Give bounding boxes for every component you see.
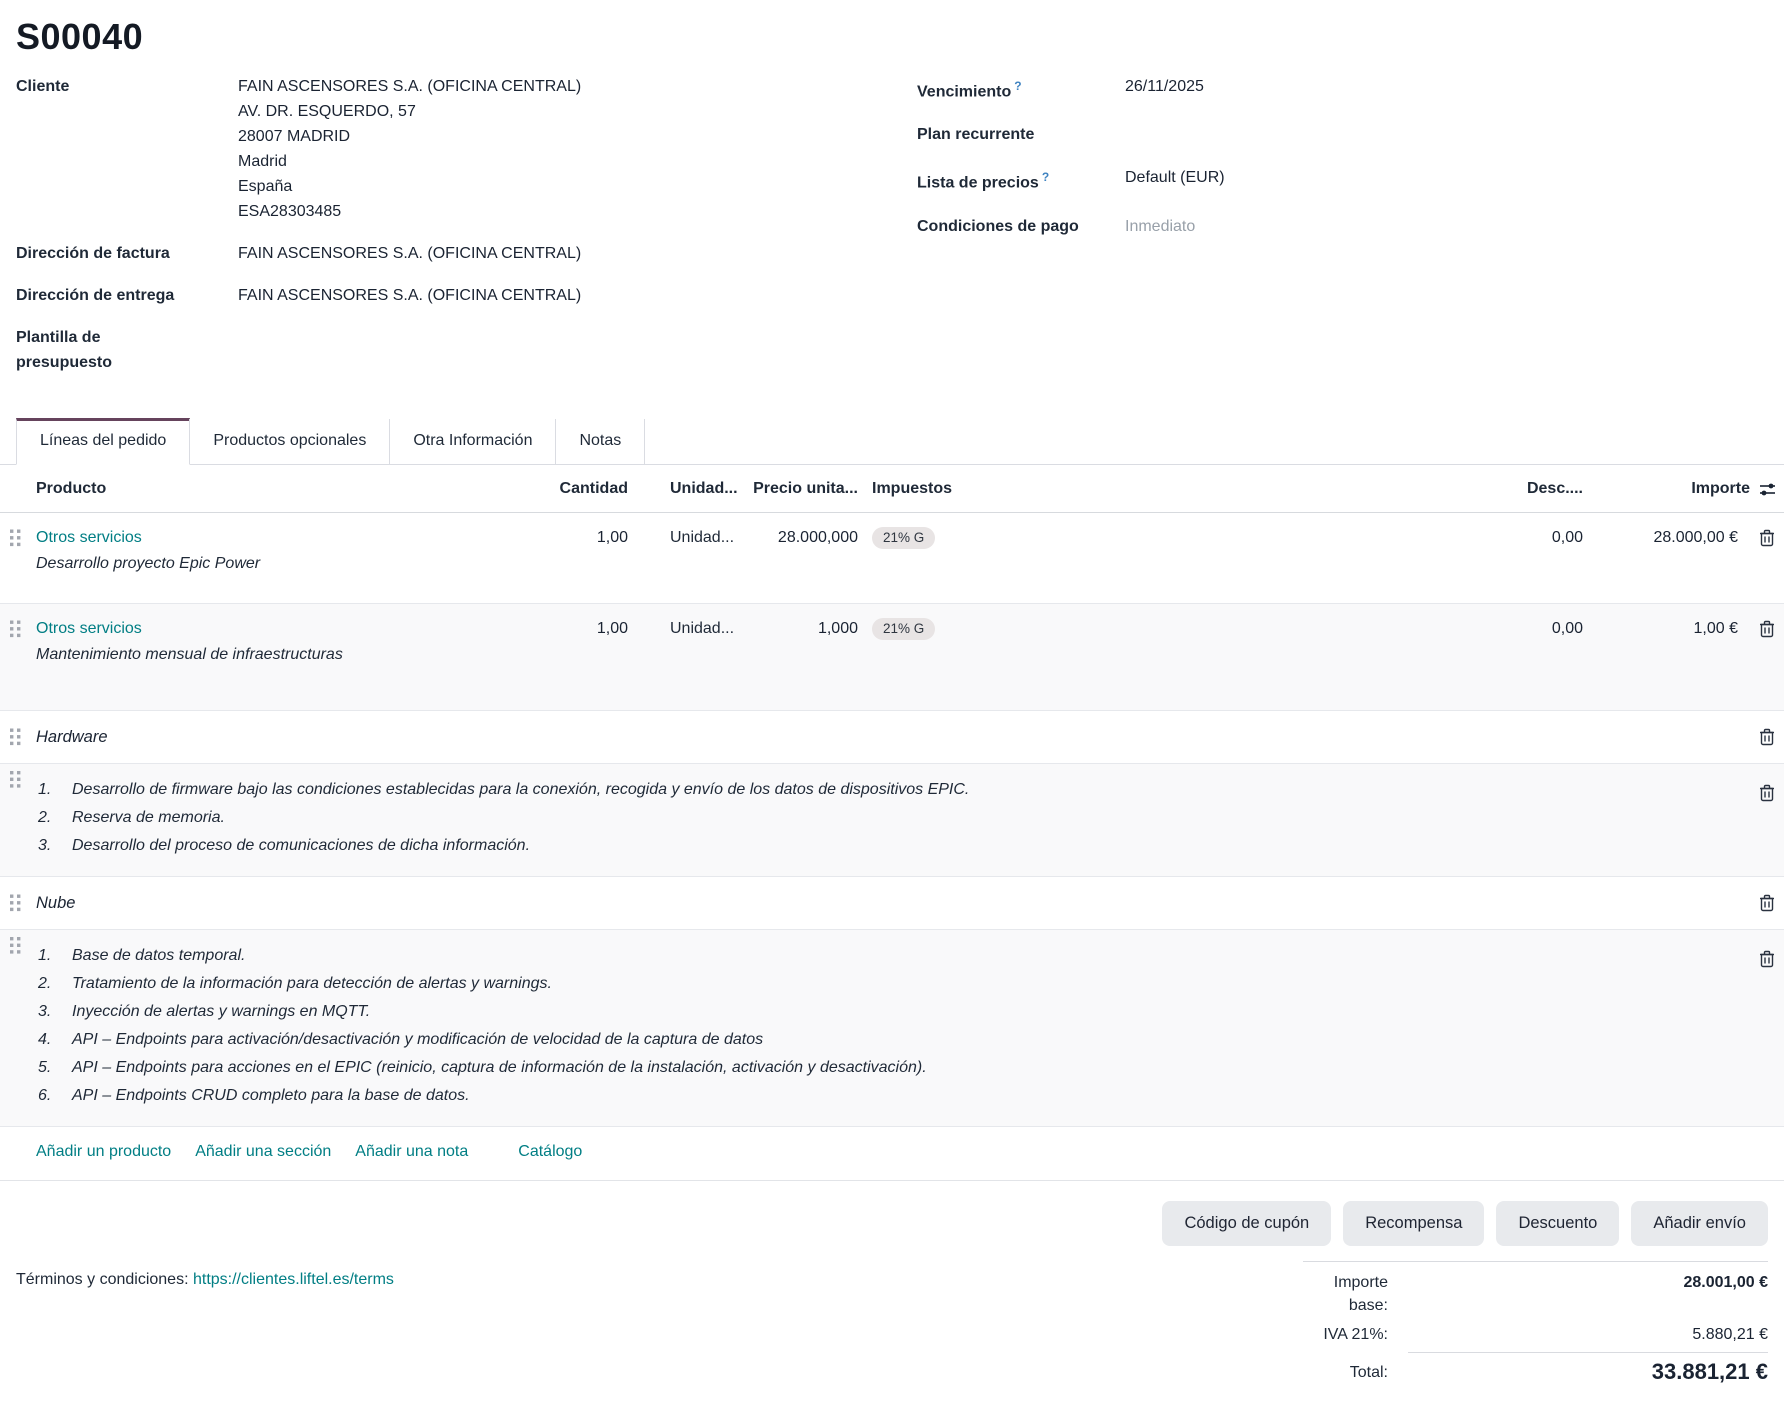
discount-cell[interactable]: 0,00 (1551, 620, 1583, 637)
field-value[interactable] (238, 241, 901, 266)
field-label: Plantilla de presupuesto (16, 329, 113, 371)
product-cell (0, 620, 540, 638)
trash-icon[interactable] (1757, 782, 1777, 804)
help-icon[interactable]: ? (1014, 79, 1022, 93)
note-list[interactable] (0, 942, 1750, 1110)
field-value[interactable] (238, 74, 901, 224)
field-value[interactable] (1125, 74, 1768, 104)
tax-badge[interactable]: 21% G (872, 527, 935, 549)
note-item-text: Reserva de memoria. (72, 809, 225, 826)
field-label: Lista de precios ? (917, 170, 1050, 192)
note-item (38, 776, 1750, 804)
field-row-left (16, 241, 901, 266)
trash-icon[interactable] (1757, 948, 1777, 970)
help-icon[interactable]: ? (1041, 170, 1050, 185)
button-descuento[interactable]: Descuento (1496, 1201, 1619, 1246)
tab-notas[interactable]: Notas (555, 419, 645, 464)
column-header-quantity[interactable]: Cantidad (559, 480, 628, 497)
field-label: Condiciones de pago (917, 217, 1079, 235)
field-value[interactable] (238, 283, 901, 308)
note-item-number: 1. (38, 781, 52, 798)
field-value-line: AV. DR. ESQUERDO, 57 (238, 103, 416, 120)
table-footer-links (0, 1127, 1784, 1181)
field-value-line: Inmediato (1125, 217, 1196, 235)
note-row (0, 764, 1784, 877)
trash-cell (1750, 527, 1784, 549)
amount-cell: 28.000,00 € (1653, 529, 1738, 546)
trash-cell (1750, 942, 1784, 1110)
field-label: Vencimiento ? (917, 79, 1022, 101)
tax-badge[interactable]: 21% G (872, 618, 935, 640)
tab-otra-informaci-n[interactable]: Otra Información (389, 419, 556, 464)
terms-link[interactable]: https://clientes.liftel.es/terms (192, 1271, 394, 1288)
field-value-line: 28007 MADRID (238, 128, 351, 145)
column-options-icon[interactable] (1750, 481, 1784, 498)
field-groups (0, 68, 1784, 392)
totals-value: 5.880,21 € (1692, 1326, 1768, 1343)
terms-label: Términos y condiciones: (16, 1271, 189, 1288)
trash-icon[interactable] (1757, 527, 1777, 549)
note-item-number: 3. (38, 1003, 52, 1020)
note-item-text: Base de datos temporal. (72, 947, 246, 964)
note-item-number: 5. (38, 1059, 52, 1076)
note-item (38, 1054, 1750, 1082)
order-line (0, 604, 1784, 640)
page-title: S00040 (16, 16, 144, 57)
add-link-a-adir-una-secci-n[interactable]: Añadir una sección (195, 1143, 332, 1160)
totals-value: 33.881,21 € (1408, 1352, 1768, 1384)
notebook-tabs (0, 418, 1784, 465)
line-description[interactable]: Desarrollo proyecto Epic Power (36, 555, 261, 572)
note-item-number: 6. (38, 1087, 52, 1104)
drag-handle-icon[interactable] (9, 620, 22, 639)
trash-icon[interactable] (1757, 892, 1777, 914)
note-item-number: 2. (38, 975, 52, 992)
quantity-cell[interactable]: 1,00 (596, 529, 628, 546)
discount-cell[interactable]: 0,00 (1551, 529, 1583, 546)
trash-icon[interactable] (1757, 726, 1777, 748)
button-recompensa[interactable]: Recompensa (1343, 1201, 1484, 1246)
note-item (38, 1026, 1750, 1054)
note-item-text: Inyección de alertas y warnings en MQTT. (72, 1003, 371, 1020)
field-row-right (917, 122, 1768, 147)
add-link-a-adir-una-nota[interactable]: Añadir una nota (355, 1143, 469, 1160)
line-description[interactable]: Mantenimiento mensual de infraestructuras (36, 646, 343, 663)
field-value-line: 26/11/2025 (1125, 78, 1204, 95)
table-row (0, 604, 1784, 711)
section-row (0, 711, 1784, 764)
field-value-line: ESA28303485 (238, 203, 342, 220)
field-value-line: FAIN ASCENSORES S.A. (OFICINA CENTRAL) (238, 78, 582, 95)
column-header-taxes[interactable]: Impuestos (872, 480, 953, 497)
trash-cell (1750, 776, 1784, 860)
tab-l-neas-del-pedido[interactable]: Líneas del pedido (16, 418, 190, 465)
uom-cell[interactable]: Unidad... (670, 620, 735, 637)
field-value-line: FAIN ASCENSORES S.A. (OFICINA CENTRAL) (238, 287, 582, 304)
totals-row (1303, 1323, 1768, 1346)
fields-left (16, 74, 901, 392)
field-row-left (16, 74, 901, 224)
uom-cell[interactable]: Unidad... (670, 529, 735, 546)
trash-cell (1750, 618, 1784, 640)
note-list[interactable] (0, 776, 1750, 860)
note-item-number: 1. (38, 947, 52, 964)
button-a-adir-env-o[interactable]: Añadir envío (1631, 1201, 1768, 1246)
drag-handle-icon[interactable] (9, 894, 22, 913)
note-item (38, 804, 1750, 832)
button-c-digo-de-cup-n[interactable]: Código de cupón (1162, 1201, 1331, 1246)
tab-productos-opcionales[interactable]: Productos opcionales (189, 419, 390, 464)
totals-row (1303, 1271, 1768, 1317)
trash-cell (1750, 892, 1784, 914)
column-header-discount[interactable]: Desc.... (1526, 480, 1583, 497)
totals-label: Importe base: (1333, 1274, 1388, 1314)
field-label: Cliente (16, 78, 70, 95)
quantity-cell[interactable]: 1,00 (596, 620, 628, 637)
taxes-cell (870, 527, 1450, 549)
column-header-product[interactable]: Producto (36, 480, 107, 497)
order-line (0, 513, 1784, 549)
column-header-uom[interactable]: Unidad... (670, 480, 738, 497)
totals-value: 28.001,00 € (1683, 1274, 1768, 1291)
field-value[interactable] (1125, 165, 1768, 195)
note-item (38, 998, 1750, 1026)
note-item-text: API – Endpoints CRUD completo para la base de datos. (72, 1087, 470, 1104)
terms-and-conditions (16, 1261, 394, 1289)
table-row (0, 513, 1784, 604)
totals-panel (1303, 1261, 1768, 1390)
totals-label: IVA 21%: (1323, 1326, 1388, 1343)
product-link[interactable]: Otros servicios (36, 529, 142, 546)
drag-handle-icon[interactable] (9, 770, 22, 789)
note-item-number: 2. (38, 809, 52, 826)
field-row-right (917, 74, 1768, 104)
amount-cell: 1,00 € (1693, 620, 1738, 637)
field-value-line: Madrid (238, 153, 287, 170)
column-header-amount[interactable]: Importe (1691, 480, 1750, 497)
unit-price-cell[interactable]: 1,000 (817, 620, 858, 637)
table-header-row (0, 465, 1784, 513)
note-item-number: 4. (38, 1031, 52, 1048)
field-value[interactable] (238, 325, 901, 375)
field-label: Plan recurrente (917, 126, 1035, 144)
field-row-right (917, 214, 1768, 239)
note-item (38, 832, 1750, 860)
trash-cell (1750, 726, 1784, 748)
note-item-text: Tratamiento de la información para detección de alertas y warnings. (72, 975, 552, 992)
product-link[interactable]: Otros servicios (36, 620, 142, 637)
add-link-cat-logo[interactable]: Catálogo (518, 1143, 583, 1160)
field-label: Dirección de entrega (16, 287, 175, 304)
field-value-line: Default (EUR) (1125, 169, 1225, 187)
field-value[interactable] (1125, 122, 1768, 147)
form-footer (0, 1246, 1784, 1390)
note-item-text: API – Endpoints para acciones en el EPIC (reinicio, captura de información de la instalación, activación y desactivación). (72, 1059, 927, 1076)
table-body (0, 513, 1784, 1127)
field-value-line: España (238, 178, 293, 195)
totals-label: Total: (1349, 1364, 1388, 1381)
section-row (0, 877, 1784, 930)
add-link-a-adir-un-producto[interactable]: Añadir un producto (36, 1143, 172, 1160)
unit-price-cell[interactable]: 28.000,000 (777, 529, 858, 546)
fields-right (901, 74, 1768, 392)
column-header-unit-price[interactable]: Precio unita... (753, 480, 858, 497)
field-value[interactable] (1125, 214, 1768, 239)
note-item-text: API – Endpoints para activación/desactivación y modificación de velocidad de la captura de datos (72, 1031, 764, 1048)
trash-icon[interactable] (1757, 618, 1777, 640)
order-lines-table (0, 465, 1784, 1181)
note-item-text: Desarrollo de firmware bajo las condiciones establecidas para la conexión, recogida y envío de los datos de dispositivos EPIC. (72, 781, 970, 798)
note-item (38, 942, 1750, 970)
note-item-text: Desarrollo del proceso de comunicaciones de dicha información. (72, 837, 531, 854)
note-item-number: 3. (38, 837, 52, 854)
product-cell (0, 529, 540, 547)
note-item (38, 970, 1750, 998)
section-title[interactable]: Nube (36, 893, 76, 912)
field-label: Dirección de factura (16, 245, 170, 262)
note-item (38, 1082, 1750, 1110)
totals-row (1303, 1352, 1768, 1384)
field-row-right (917, 165, 1768, 195)
taxes-cell (870, 618, 1450, 640)
drag-handle-icon[interactable] (9, 936, 22, 955)
section-title[interactable]: Hardware (36, 727, 108, 746)
field-row-left (16, 325, 901, 375)
field-value-line: FAIN ASCENSORES S.A. (OFICINA CENTRAL) (238, 245, 582, 262)
drag-handle-icon[interactable] (9, 529, 22, 548)
action-buttons-row (0, 1181, 1784, 1246)
field-row-left (16, 283, 901, 308)
note-row (0, 930, 1784, 1127)
drag-handle-icon[interactable] (9, 728, 22, 747)
